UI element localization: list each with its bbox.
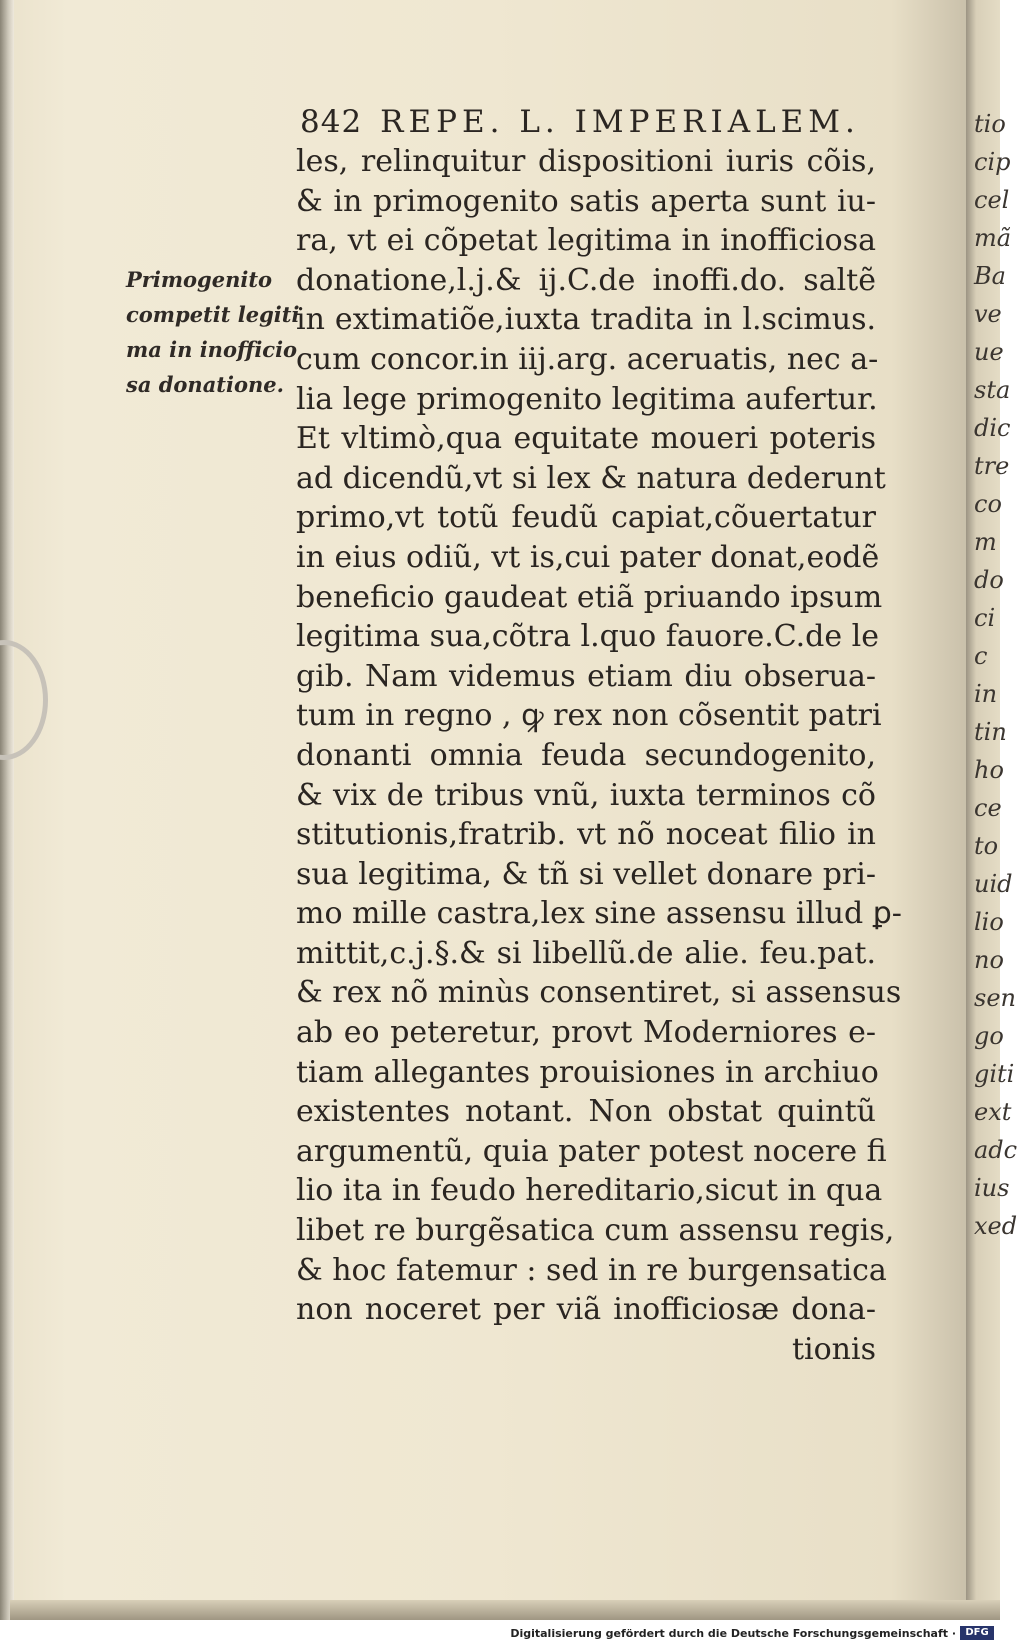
binding-edge	[0, 0, 14, 1620]
facing-page-fragment: do	[974, 566, 1004, 594]
facing-page-fragment: ve	[974, 300, 1002, 328]
facing-page-fragment: m	[974, 528, 997, 556]
facing-page-fragment: c	[974, 642, 988, 670]
text-line: existentes notant. Non obstat quintũ	[296, 1094, 876, 1130]
facing-page-fragment: ce	[974, 794, 1002, 822]
facing-page-fragment: sta	[974, 376, 1011, 404]
text-line: ad dicendũ,vt si lex & natura dederunt	[296, 460, 886, 496]
text-line: & vix de tribus vnũ, iuxta terminos cõ	[296, 777, 876, 813]
text-line: tiam allegantes prouisiones in archiuo	[296, 1054, 879, 1090]
text-line: legitima sua,cõtra l.quo fauore.C.de le	[296, 619, 880, 655]
text-line: mittit,c.j.§.& si libellũ.de alie. feu.pat.	[296, 935, 876, 971]
page-bottom-edge	[10, 1600, 1000, 1620]
facing-page-fragment: go	[974, 1022, 1004, 1050]
text-line: libet re burgẽsatica cum assensu regis,	[296, 1213, 895, 1249]
text-line: & rex nõ minùs consentiret, si assensus	[296, 975, 902, 1011]
facing-page-fragment: ius	[974, 1174, 1010, 1202]
facing-page-fragment: tre	[974, 452, 1010, 480]
facing-page-fragment: in	[974, 680, 998, 708]
facing-page-fragment: cip	[974, 148, 1011, 176]
dfg-logo: DFG	[960, 1626, 994, 1640]
marginal-note	[126, 262, 300, 402]
text-line: cum concor.in iij.arg. aceruatis, nec a-	[296, 341, 879, 377]
facing-page	[966, 0, 1017, 1620]
text-line: mo mille castra,lex sine assensu illud ꝑ-	[296, 896, 902, 932]
facing-page-fragment: co	[974, 490, 1002, 518]
facing-page-fragment: ext	[974, 1098, 1012, 1126]
text-line: ra, vt ei cõpetat legitima in inofficiosa	[296, 223, 876, 259]
text-line: ab eo peteretur, provt Moderniores e-	[296, 1015, 876, 1051]
text-line: donanti omnia feuda secundogenito,	[296, 737, 876, 773]
body-text	[296, 142, 902, 1369]
running-header	[300, 104, 860, 140]
facing-page-fragment: to	[974, 832, 999, 860]
text-line: primo,vt totũ feudũ capiat,cõuertatur	[296, 500, 876, 536]
text-line: donatione,l.j.& ij.C.de inoffi.do. saltẽ	[296, 262, 876, 298]
text-line: lia lege primogenito legitima aufertur.	[296, 381, 878, 417]
facing-page-fragment: sen	[974, 984, 1016, 1012]
text-line: & in primogenito satis aperta sunt iu-	[296, 183, 876, 219]
text-line: stitutionis,fratrib. vt nõ noceat filio in	[296, 817, 876, 853]
facing-page-fragment: dic	[974, 414, 1011, 442]
running-title: REPE. L. IMPERIALEM.	[380, 104, 860, 140]
text-line: in eius odiũ, vt is,cui pater donat,eodẽ	[296, 539, 880, 575]
facing-page-fragment: ci	[974, 604, 996, 632]
text-line: gib. Nam videmus etiam diu obserua-	[296, 658, 876, 694]
margin-note-line: sa donatione.	[126, 372, 284, 397]
margin-note-line: Primogenito	[126, 267, 273, 292]
facing-page-fragment: lio	[974, 908, 1004, 936]
text-line: argumentũ, quia pater potest nocere fi	[296, 1133, 887, 1169]
text-line: lio ita in feudo hereditario,sicut in qua	[296, 1173, 883, 1209]
text-line: sua legitima, & tñ si vellet donare pri-	[296, 856, 876, 892]
facing-page-fragment: Ba	[974, 262, 1006, 290]
text-line: Et vltimò,qua equitate moueri poteris	[296, 421, 876, 457]
facing-page-fragment: tin	[974, 718, 1007, 746]
margin-note-line: competit legiti	[126, 302, 300, 327]
text-line: non noceret per viã inofficiosæ dona-	[296, 1292, 876, 1328]
text-line: tionis	[791, 1331, 876, 1367]
page-number: 842	[300, 104, 363, 140]
facing-page-fragment: ue	[974, 338, 1004, 366]
facing-page-fragment: no	[974, 946, 1004, 974]
facing-page-fragment: tio	[974, 110, 1006, 138]
funding-credit: Digitalisierung gefördert durch die Deutsche Forschungsgemeinschaft ·	[510, 1627, 956, 1640]
facing-page-fragment: cel	[974, 186, 1010, 214]
facing-page-fragment: mã	[974, 224, 1012, 252]
text-line: beneficio gaudeat etiã priuando ipsum	[296, 579, 883, 615]
margin-note-line: ma in inofficio	[126, 337, 298, 362]
facing-page-fragment: adc	[974, 1136, 1017, 1164]
text-line: les, relinquitur dispositioni iuris cõis,	[296, 144, 876, 179]
facing-page-fragment: uid	[974, 870, 1013, 898]
facing-page-fragment: giti	[974, 1060, 1015, 1088]
text-line: tum in regno , ꝙ rex non cõsentit patri	[296, 698, 882, 734]
facing-page-fragment: xed	[974, 1212, 1017, 1240]
text-line: in extimatiõe,iuxta tradita in l.scimus.	[296, 302, 876, 338]
text-line: & hoc fatemur : sed in re burgensatica	[296, 1252, 887, 1288]
facing-page-fragment: ho	[974, 756, 1004, 784]
